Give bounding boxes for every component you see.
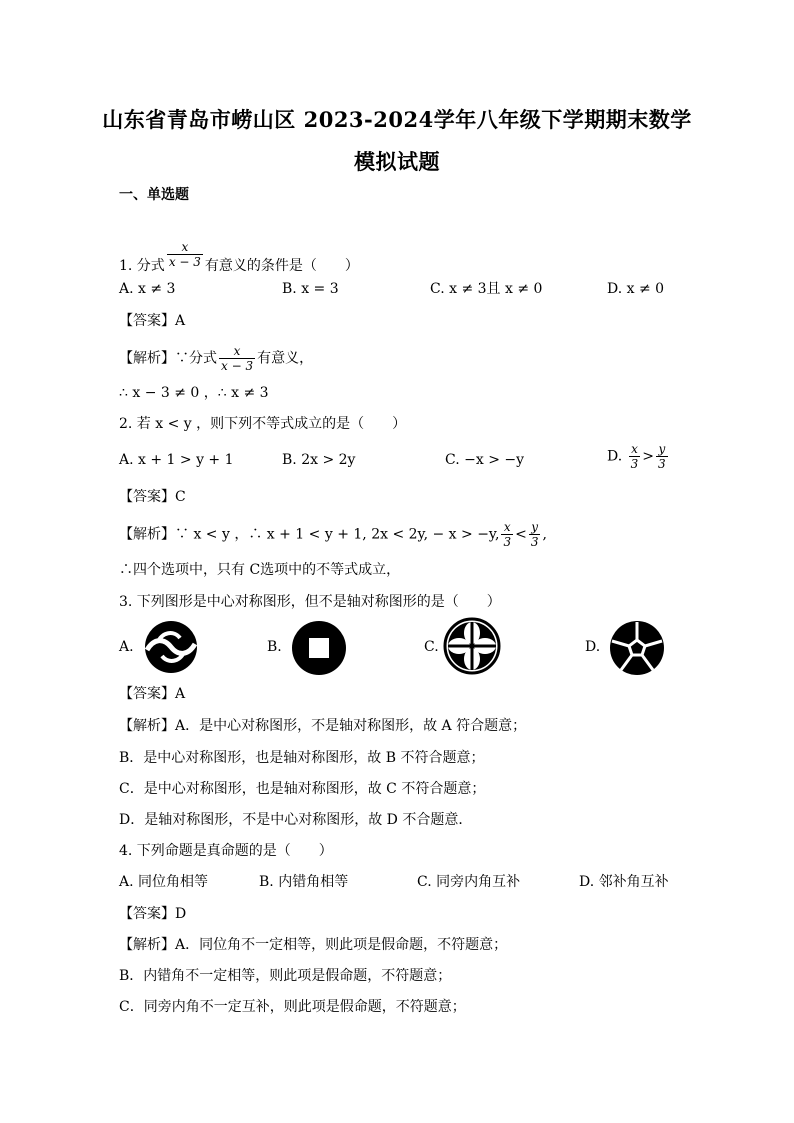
q1-exp-suffix: 有意义，	[257, 350, 314, 367]
q1-exp-frac-num: x	[233, 344, 241, 358]
q2-optd-frac2-den: 3	[658, 457, 666, 471]
q2-exp-frac2-den: 3	[530, 535, 539, 549]
document-title-line1: 山东省青岛市崂山区 2023-2024学年八年级下学期期末数学	[102, 107, 692, 132]
q4-explanation-2: B．内错角不一定相等，则此项是假命题，不符题意；	[119, 968, 452, 984]
q4-option-a: A. 同位角相等	[119, 874, 209, 890]
q2-exp-frac1	[501, 520, 513, 549]
q1-exp-prefix: 【解析】∵分式	[119, 350, 217, 367]
q1-exp-fraction	[219, 344, 255, 373]
q1-exp-frac-den: x − 3	[221, 359, 254, 373]
question-4-stem: 4. 下列命题是真命题的是（ ）	[119, 843, 333, 859]
q3-figure-d-pentagon-icon	[609, 620, 665, 676]
q2-exp-frac2-num: y	[531, 520, 539, 534]
q2-exp-lt: <	[515, 526, 527, 543]
q4-option-d: D. 邻补角互补	[579, 874, 669, 890]
q2-exp-comma: ,	[542, 526, 547, 543]
q1-option-c: C. x ≠ 3且 x ≠ 0	[430, 281, 543, 297]
q1-option-b: B. x = 3	[282, 281, 339, 297]
q2-option-d	[607, 442, 670, 471]
q1-fraction	[167, 240, 203, 269]
q2-optd-frac2	[656, 442, 668, 471]
q3-explanation-2: B．是中心对称图形，也是轴对称图形，故 B 不符合题意；	[119, 750, 485, 766]
q4-option-c: C. 同旁内角互补	[417, 874, 521, 890]
q3-label-b: B.	[267, 639, 282, 655]
q2-answer: 【答案】C	[119, 489, 186, 505]
q4-explanation-1: 【解析】A．同位角不一定相等，则此项是假命题，不符题意；	[119, 937, 508, 953]
q3-explanation-4: D．是轴对称图形，不是中心对称图形，故 D 不合题意．	[119, 812, 473, 828]
q4-explanation-3: C．同旁内角不一定互补，则此项是假命题，不符题意；	[119, 999, 466, 1015]
q2-exp-prefix: 【解析】∵ x < y ，∴ x + 1 < y + 1, 2x < 2y, − x > −y,	[119, 526, 500, 543]
q3-figure-c-quatrefoil-icon	[443, 617, 501, 675]
q2-exp-frac1-den: 3	[503, 535, 512, 549]
q2-exp-frac2	[529, 520, 541, 549]
q1-prefix: 1. 分式	[119, 258, 165, 274]
question-2-stem: 2. 若 x < y ，则下列不等式成立的是（ ）	[119, 416, 407, 432]
q4-answer: 【答案】D	[119, 906, 187, 922]
q3-figure-a-swirl-icon	[144, 620, 198, 674]
section-heading: 一、单选题	[119, 187, 189, 203]
q2-option-b: B. 2x > 2y	[282, 452, 356, 468]
q2-option-a: A. x + 1 > y + 1	[119, 452, 234, 468]
q1-option-a: A. x ≠ 3	[119, 281, 176, 297]
question-1-stem	[119, 240, 359, 275]
q3-explanation-1: 【解析】A．是中心对称图形，不是轴对称图形，故 A 符合题意；	[119, 718, 527, 734]
q2-explanation-1	[119, 520, 547, 549]
q1-frac-den: x − 3	[168, 255, 201, 269]
q1-frac-num: x	[181, 240, 189, 254]
q2-explanation-2: ∴四个选项中，只有 C选项中的不等式成立，	[119, 562, 401, 578]
q2-exp-frac1-num: x	[503, 520, 511, 534]
q3-label-a: A.	[119, 639, 134, 655]
document-title-line2: 模拟试题	[354, 149, 440, 174]
q2-optd-prefix: D.	[607, 448, 623, 465]
question-3-stem: 3. 下列图形是中心对称图形，但不是轴对称图形的是（ ）	[119, 594, 501, 610]
q2-optd-frac2-num: y	[658, 442, 666, 456]
q3-figure-b-coin-icon	[291, 620, 347, 676]
q1-suffix: 有意义的条件是（ ）	[204, 258, 359, 274]
q1-option-d: D. x ≠ 0	[607, 281, 665, 297]
q3-label-c: C.	[424, 639, 439, 655]
q2-option-c: C. −x > −y	[445, 452, 525, 468]
q1-explanation-1	[119, 344, 313, 373]
q2-optd-frac1-num: x	[631, 442, 638, 456]
q4-option-b: B. 内错角相等	[259, 874, 349, 890]
q1-explanation-2: ∴ x − 3 ≠ 0 ，∴ x ≠ 3	[119, 385, 269, 401]
q2-optd-frac1	[629, 442, 641, 471]
q3-answer: 【答案】A	[119, 686, 186, 702]
q1-answer: 【答案】A	[119, 313, 186, 329]
q3-label-d: D.	[585, 639, 601, 655]
q2-optd-frac1-den: 3	[630, 457, 639, 471]
q3-explanation-3: C．是中心对称图形，也是轴对称图形，故 C 不符合题意；	[119, 781, 486, 797]
q2-optd-gt: >	[642, 448, 655, 465]
